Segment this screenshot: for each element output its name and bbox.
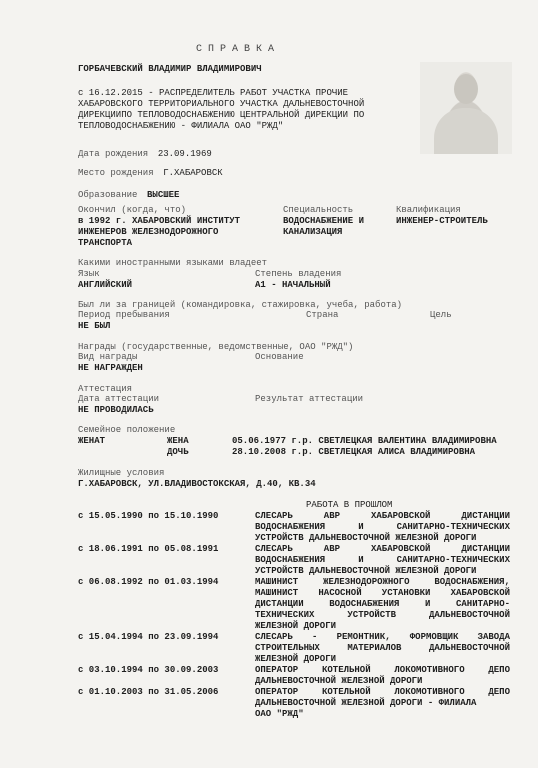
- attestation-header: Аттестация: [78, 384, 133, 394]
- education-value: ВЫСШЕЕ: [147, 190, 180, 200]
- abroad-country-label: Страна: [306, 310, 339, 320]
- abroad-header: Был ли за границей (командировка, стажировка, учеба, работа): [78, 300, 403, 310]
- work-description-line: ОАО "РЖД": [255, 709, 304, 719]
- work-description-line: ТЕХНИЧЕСКИХ УСТРОЙСТВ ДАЛЬНЕВОСТОЧНОЙ: [255, 610, 510, 620]
- work-description-line: ДАЛЬНЕВОСТОЧНОЙ ЖЕЛЕЗНОЙ ДОРОГИ - ФИЛИАЛА: [255, 698, 477, 708]
- position-line-1: с 16.12.2015 - РАСПРЕДЕЛИТЕЛЬ РАБОТ УЧАСТКА ПРОЧИЕ: [78, 88, 349, 98]
- work-description-line: ЖЕЛЕЗНОЙ ДОРОГИ: [255, 654, 337, 664]
- awards-header: Награды (государственные, ведомственные, ОАО "РЖД"): [78, 342, 354, 352]
- specialty-line-1: ВОДОСНАБЖЕНИЕ И: [283, 216, 365, 226]
- abroad-goal-label: Цель: [430, 310, 452, 320]
- full-name: ГОРБАЧЕВСКИЙ ВЛАДИМИР ВЛАДИМИРОВИЧ: [78, 64, 262, 74]
- family-member-details-1: 05.06.1977 г.р. СВЕТЛЕЦКАЯ ВАЛЕНТИНА ВЛАДИМИРОВНА: [232, 436, 497, 446]
- work-period: с 06.08.1992 по 01.03.1994: [78, 577, 219, 587]
- housing-label: Жилищные условия: [78, 468, 165, 478]
- housing-value: Г.ХАБАРОВСК, УЛ.ВЛАДИВОСТОКСКАЯ, Д.40, КВ.34: [78, 479, 316, 489]
- language-level-value: A1 - НАЧАЛЬНЫЙ: [255, 280, 331, 290]
- graduated-line-1: в 1992 г. ХАБАРОВСКИЙ ИНСТИТУТ: [78, 216, 241, 226]
- birth-date-label: Дата рождения: [78, 149, 149, 159]
- family-status: ЖЕНАТ: [78, 436, 106, 446]
- position-line-4: ТЕПЛОВОДОСНАБЖЕНИЮ - ФИЛИАЛА ОАО "РЖД": [78, 121, 284, 131]
- work-period: с 15.05.1990 по 15.10.1990: [78, 511, 219, 521]
- document-title: СПРАВКА: [196, 44, 281, 55]
- person-photo: [420, 62, 512, 154]
- abroad-period-label: Период пребывания: [78, 310, 170, 320]
- graduated-line-2: ИНЖЕНЕРОВ ЖЕЛЕЗНОДОРОЖНОГО: [78, 227, 219, 237]
- position-line-3: ДИРЕКЦИИПО ТЕПЛОВОДОСНАБЖЕНИЮ ЦЕНТРАЛЬНОЙ ДИРЕКЦИИ ПО: [78, 110, 365, 120]
- qualification-label: Квалификация: [396, 205, 461, 215]
- awards-value: НЕ НАГРАЖДЕН: [78, 363, 143, 373]
- family-member-details-2: 28.10.2008 г.р. СВЕТЛЕЦКАЯ АЛИСА ВЛАДИМИРОВНА: [232, 447, 476, 457]
- work-period: с 15.04.1994 по 23.09.1994: [78, 632, 219, 642]
- family-member-relation-2: ДОЧЬ: [167, 447, 189, 457]
- attestation-result-label: Результат аттестации: [255, 394, 364, 404]
- language-value: АНГЛИЙСКИЙ: [78, 280, 133, 290]
- work-period: с 03.10.1994 по 30.09.2003: [78, 665, 219, 675]
- graduated-label: Окончил (когда, что): [78, 205, 187, 215]
- award-basis-label: Основание: [255, 352, 304, 362]
- work-history-header: РАБОТА В ПРОШЛОМ: [306, 500, 393, 510]
- birth-date-value: 23.09.1969: [157, 149, 212, 159]
- language-level-label: Степень владения: [255, 269, 342, 279]
- work-description-line: СТРОИТЕЛЬНЫХ МАТЕРИАЛОВ ДАЛЬНЕВОСТОЧНОЙ: [255, 643, 510, 653]
- family-member-relation-1: ЖЕНА: [167, 436, 189, 446]
- birth-place-value: Г.ХАБАРОВСК: [163, 168, 223, 178]
- position-line-2: ХАБАРОВСКОГО ТЕРРИТОРИАЛЬНОГО УЧАСТКА ДАЛЬНЕВОСТОЧНОЙ: [78, 99, 365, 109]
- birth-place-row: [78, 162, 223, 180]
- work-description-line: МАШИНИСТ ЖЕЛЕЗНОДОРОЖНОГО ВОДОСНАБЖЕНИЯ,: [255, 577, 510, 587]
- work-description-line: СЛЕСАРЬ АВР ХАБАРОВСКОЙ ДИСТАНЦИИ: [255, 544, 510, 554]
- graduated-line-3: ТРАНСПОРТА: [78, 238, 133, 248]
- education-label: Образование: [78, 190, 138, 200]
- work-period: с 18.06.1991 по 05.08.1991: [78, 544, 219, 554]
- birth-place-label: Место рождения: [78, 168, 154, 178]
- abroad-value: НЕ БЫЛ: [78, 321, 111, 331]
- work-description-line: СЛЕСАРЬ АВР ХАБАРОВСКОЙ ДИСТАНЦИИ: [255, 511, 510, 521]
- work-description-line: ЖЕЛЕЗНОЙ ДОРОГИ: [255, 621, 337, 631]
- birth-date-row: [78, 143, 212, 161]
- work-description-line: ДАЛЬНЕВОСТОЧНОЙ ЖЕЛЕЗНОЙ ДОРОГИ: [255, 676, 423, 686]
- education-row: [78, 184, 179, 202]
- award-type-label: Вид награды: [78, 352, 138, 362]
- work-description-line: ВОДОСНАБЖЕНИЯ И САНИТАРНО-ТЕХНИЧЕСКИХ: [255, 522, 510, 532]
- work-description-line: ДИСТАНЦИИ ВОДОСНАБЖЕНИЯ И САНИТАРНО-: [255, 599, 510, 609]
- work-description-line: СЛЕСАРЬ - РЕМОНТНИК, ФОРМОВЩИК ЗАВОДА: [255, 632, 510, 642]
- work-description-line: ОПЕРАТОР КОТЕЛЬНОЙ ЛОКОМОТИВНОГО ДЕПО: [255, 687, 510, 697]
- work-period: с 01.10.2003 по 31.05.2006: [78, 687, 219, 697]
- language-label: Язык: [78, 269, 100, 279]
- work-description-line: ОПЕРАТОР КОТЕЛЬНОЙ ЛОКОМОТИВНОГО ДЕПО: [255, 665, 510, 675]
- attestation-value: НЕ ПРОВОДИЛАСЬ: [78, 405, 154, 415]
- work-description-line: ВОДОСНАБЖЕНИЯ И САНИТАРНО-ТЕХНИЧЕСКИХ: [255, 555, 510, 565]
- specialty-line-2: КАНАЛИЗАЦИЯ: [283, 227, 343, 237]
- languages-header: Какими иностранными языками владеет: [78, 258, 268, 268]
- specialty-label: Специальность: [283, 205, 354, 215]
- family-label: Семейное положение: [78, 425, 176, 435]
- work-description-line: МАШИНИСТ НАСОСНОЙ УСТАНОВКИ ХАБАРОВСКОЙ: [255, 588, 510, 598]
- attestation-date-label: Дата аттестации: [78, 394, 160, 404]
- qualification-value: ИНЖЕНЕР-СТРОИТЕЛЬ: [396, 216, 488, 226]
- work-description-line: УСТРОЙСТВ ДАЛЬНЕВОСТОЧНОЙ ЖЕЛЕЗНОЙ ДОРОГИ: [255, 566, 477, 576]
- work-description-line: УСТРОЙСТВ ДАЛЬНЕВОСТОЧНОЙ ЖЕЛЕЗНОЙ ДОРОГИ: [255, 533, 477, 543]
